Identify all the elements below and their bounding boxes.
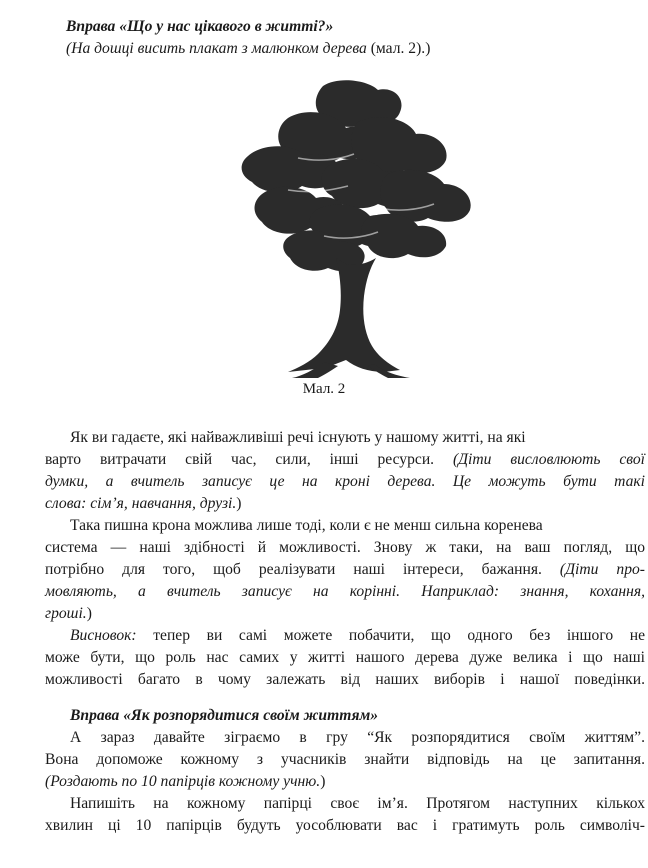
paragraph-2-line-4: мовляють, а вчитель записує на корінні. Наприклад: знання, кохання,	[45, 583, 645, 600]
exercise-heading-2: Вправа «Як розпорядитися своїм життям»	[70, 707, 379, 724]
exercise-heading-1: Вправа «Що у нас цікавого в житті?»	[66, 18, 334, 35]
tree-illustration	[228, 78, 478, 380]
section-2-line-1: А зараз давайте зіграємо в гру “Як розпорядитися своїм життям”.	[70, 729, 645, 746]
section-2-line-3: (Роздають по 10 папірців кожному учню.)	[45, 773, 326, 790]
paragraph-3-line-3: можливості багато в чому залежать від наших виборів і нашої поведінки.	[45, 671, 645, 688]
section-2-line-4: Напишіть на кожному папірці своє ім’я. Протягом наступних кількох	[70, 795, 645, 812]
paragraph-2-line-3: потрібно для того, щоб реалізувати наші інтереси, бажання. (Діти про-	[45, 561, 645, 578]
paragraph-1-line-1: Як ви гадаєте, які найважливіші речі існують у нашому житті, на які	[70, 429, 526, 446]
exercise-note: (На дошці висить плакат з малюнком дерева (мал. 2).)	[66, 40, 431, 57]
section-2-line-2: Вона допоможе кожному з учасників знайти відповідь на це запитання.	[45, 751, 645, 768]
paragraph-1-line-2: варто витрачати свій час, сили, інші ресурси. (Діти висловлюють свої	[45, 451, 645, 468]
paragraph-2-line-2: система — наші здібності й можливості. Знову ж таки, на ваш погляд, що	[45, 539, 645, 556]
paragraph-2-line-5: гроші.)	[45, 605, 92, 622]
paragraph-3-line-2: може бути, що роль нас самих у житті нашого дерева дуже велика і що наші	[45, 649, 645, 666]
paragraph-2-line-1: Така пишна крона можлива лише тоді, коли є не менш сильна коренева	[70, 517, 543, 534]
paragraph-3-line-1: Висновок: тепер ви самі можете побачити, що одного без іншого не	[70, 627, 645, 644]
section-2-line-5: хвилин ці 10 папірців будуть уособлювати вас і гратимуть роль символіч-	[45, 817, 645, 834]
figure-caption: Мал. 2	[302, 381, 346, 397]
paragraph-1-line-3: думки, а вчитель записує це на кроні дерева. Це можуть бути такі	[45, 473, 645, 490]
paragraph-1-line-4: слова: сім’я, навчання, друзі.)	[45, 495, 242, 512]
